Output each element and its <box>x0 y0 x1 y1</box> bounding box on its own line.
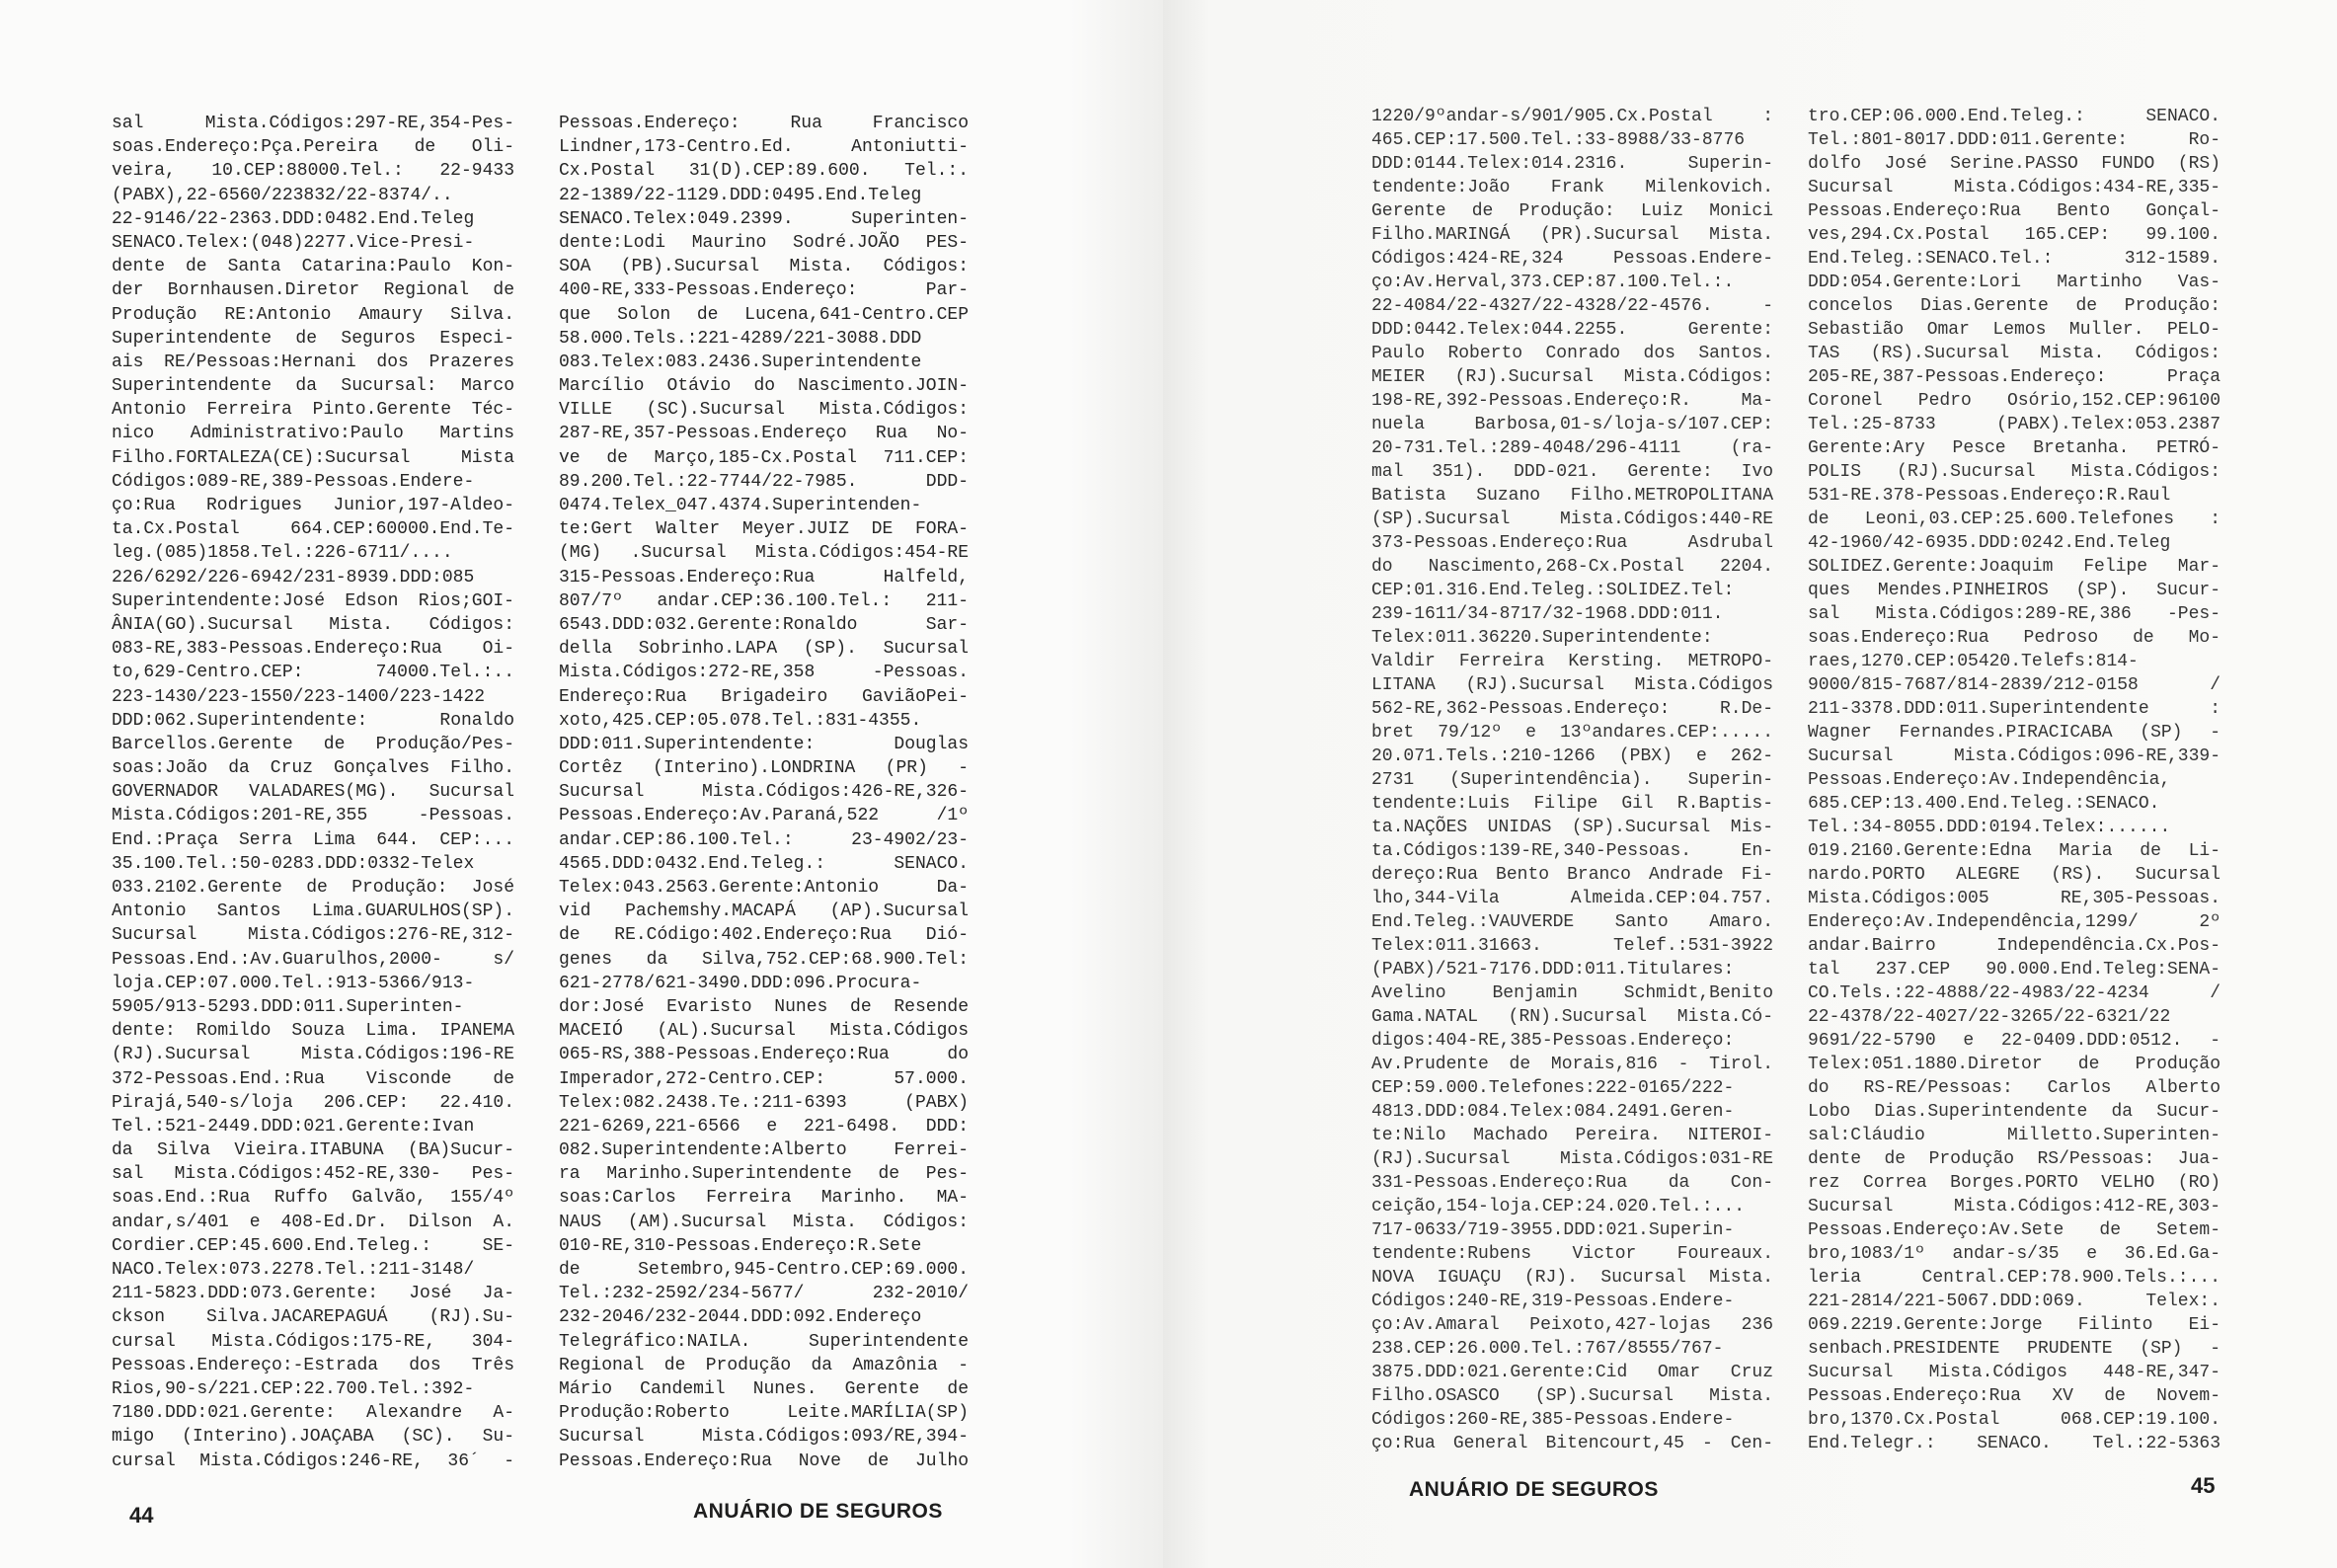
text-line: Pessoas.Endereço:Rua XV de Novem- <box>1808 1386 2220 1406</box>
text-line: soas:Carlos Ferreira Marinho. MA- <box>559 1188 969 1209</box>
text-line: 4813.DDD:084.Telex:084.2491.Geren- <box>1371 1102 1735 1122</box>
text-line: Marcílio Otávio do Nascimento.JOIN- <box>559 376 969 397</box>
text-line: Endereço:Av.Independência,1299/ 2º <box>1808 912 2220 932</box>
text-line: 89.200.Tel.:22-7744/22-7985. DDD- <box>559 471 969 492</box>
text-line: soas.End.:Rua Ruffo Galvão, 155/4º <box>112 1188 514 1209</box>
text-line: 58.000.Tels.:221-4289/221-3088.DDD <box>559 328 922 349</box>
text-line: Antonio Santos Lima.GUARULHOS(SP). <box>112 902 514 922</box>
text-line: tendente:Luis Filipe Gil R.Baptis- <box>1371 794 1773 814</box>
text-column-right <box>1808 105 2220 1455</box>
text-line: concelos Dias.Gerente de Produção: <box>1808 296 2220 316</box>
text-line: 082.Superintendente:Alberto Ferrei- <box>559 1140 969 1161</box>
text-line: 465.CEP:17.500.Tel.:33-8988/33-8776 <box>1371 130 1746 150</box>
text-line: 069.2219.Gerente:Jorge Filinto Ei- <box>1808 1315 2220 1335</box>
text-line: 35.100.Tel.:50-0283.DDD:0332-Telex <box>112 853 475 874</box>
text-line: 3875.DDD:021.Gerente:Cid Omar Cruz <box>1371 1363 1773 1382</box>
text-line: ta.Códigos:139-RE,340-Pessoas. En- <box>1371 841 1773 861</box>
text-line: NOVA IGUAÇU (RJ). Sucursal Mista. <box>1371 1268 1773 1288</box>
text-line: 4565.DDD:0432.End.Teleg.: SENACO. <box>559 853 969 874</box>
text-line: Sucursal Mista.Códigos:434-RE,335- <box>1808 178 2220 197</box>
text-line: 9000/815-7687/814-2839/212-0158 / <box>1808 675 2220 695</box>
text-line: Mista.Códigos:201-RE,355 -Pessoas. <box>112 806 514 826</box>
text-line: de RE.Código:402.Endereço:Rua Dió- <box>559 925 969 946</box>
text-line: nardo.PORTO ALEGRE (RS). Sucursal <box>1808 865 2220 885</box>
text-line: Batista Suzano Filho.METROPOLITANA <box>1371 486 1773 506</box>
text-line: da Silva Vieira.ITABUNA (BA)Sucur- <box>112 1140 514 1161</box>
text-line: GOVERNADOR VALADARES(MG). Sucursal <box>112 782 514 803</box>
text-line: de Setembro,945-Centro.CEP:69.000. <box>559 1260 969 1280</box>
text-line: Imperador,272-Centro.CEP: 57.000. <box>559 1068 969 1089</box>
text-line: End.Teleg.:VAUVERDE Santo Amaro. <box>1371 912 1773 932</box>
text-line: Tel.:521-2449.DDD:021.Gerente:Ivan <box>112 1116 475 1137</box>
text-line: Lobo Dias.Superintendente da Sucur- <box>1808 1102 2220 1122</box>
text-line: 0474.Telex_047.4374.Superintenden- <box>559 496 922 515</box>
text-line: nuela Barbosa,01-s/loja-s/107.CEP: <box>1371 415 1773 434</box>
text-line: senbach.PRESIDENTE PRUDENTE (SP) - <box>1808 1339 2220 1359</box>
text-line: de Leoni,03.CEP:25.600.Telefones : <box>1808 510 2220 529</box>
text-line: ta.NAÇÕES UNIDAS (SP).Sucursal Mis- <box>1371 818 1773 837</box>
text-line: SENACO.Telex:(048)2277.Vice-Presi- <box>112 232 475 253</box>
text-line: (SP).Sucursal Mista.Códigos:440-RE <box>1371 510 1773 529</box>
text-line: dente de Produção RS/Pessoas: Jua- <box>1808 1149 2220 1169</box>
text-line: 7180.DDD:021.Gerente: Alexandre A- <box>112 1403 514 1424</box>
text-line: 22-4378/22-4027/22-3265/22-6321/22 <box>1808 1007 2171 1027</box>
text-line: SOLIDEZ.Gerente:Joaquim Felipe Mar- <box>1808 557 2220 577</box>
text-line: tro.CEP:06.000.End.Teleg.: SENACO. <box>1808 107 2220 126</box>
text-line: 1220/9ºandar-s/901/905.Cx.Postal : <box>1371 107 1773 126</box>
text-line: Códigos:424-RE,324 Pessoas.Endere- <box>1371 249 1773 269</box>
text-line: ckson Silva.JACAREPAGUÁ (RJ).Su- <box>112 1307 514 1328</box>
text-line: ço:Rua Rodrigues Junior,197-Aldeo- <box>112 496 514 515</box>
text-line: ta.Cx.Postal 664.CEP:60000.End.Te- <box>112 519 514 540</box>
text-line: Pessoas.Endereço:Av.Independência, <box>1808 770 2171 790</box>
text-line: te:Gert Walter Meyer.JUIZ DE FORA- <box>559 519 969 540</box>
text-line: 019.2160.Gerente:Edna Maria de Li- <box>1808 841 2220 861</box>
text-line: 232-2046/232-2044.DDD:092.Endereço <box>559 1307 922 1328</box>
text-line: 42-1960/42-6935.DDD:0242.End.Teleg <box>1808 533 2171 553</box>
text-line: dereço:Rua Bento Branco Andrade Fi- <box>1371 865 1773 885</box>
text-line: Telex:043.2563.Gerente:Antonio Da- <box>559 878 969 898</box>
text-line: bret 79/12º e 13ºandares.CEP:..... <box>1371 723 1773 743</box>
text-line: 010-RE,310-Pessoas.Endereço:R.Sete <box>559 1235 922 1256</box>
text-line: sal:Cláudio Milletto.Superinten- <box>1808 1126 2220 1145</box>
text-line: Pirajá,540-s/loja 206.CEP: 22.410. <box>112 1092 514 1113</box>
text-line: Pessoas.Endereço: Rua Francisco <box>559 114 969 133</box>
text-line: End.Teleg.:SENACO.Tel.: 312-1589. <box>1808 249 2220 269</box>
text-line: 20-731.Tel.:289-4048/296-4111 (ra- <box>1371 438 1773 458</box>
text-line: Telex:011.31663. Telef.:531-3922 <box>1371 936 1773 956</box>
text-line: 717-0633/719-3955.DDD:021.Superin- <box>1371 1220 1735 1240</box>
text-line: Telex:011.36220.Superintendente: <box>1371 628 1713 648</box>
text-line: 198-RE,392-Pessoas.Endereço:R. Ma- <box>1371 391 1773 411</box>
text-line: andar.Bairro Independência.Cx.Pos- <box>1808 936 2220 956</box>
text-line: ço:Av.Herval,373.CEP:87.100.Tel.:. <box>1371 273 1735 292</box>
text-line: (MG) .Sucursal Mista.Códigos:454-RE <box>559 543 969 564</box>
text-line: ço:Rua General Bitencourt,45 - Cen- <box>1371 1434 1773 1453</box>
text-line: andar,s/401 e 408-Ed.Dr. Dilson A. <box>112 1212 514 1232</box>
text-line: Gerente de Produção: Luiz Monici <box>1371 201 1773 221</box>
text-line: 205-RE,387-Pessoas.Endereço: Praça <box>1808 367 2220 387</box>
text-line: SOA (PB).Sucursal Mista. Códigos: <box>559 257 969 277</box>
text-line: mal 351). DDD-021. Gerente: Ivo <box>1371 462 1773 482</box>
text-line: 373-Pessoas.Endereço:Rua Asdrubal <box>1371 533 1773 553</box>
text-line: soas:João da Cruz Gonçalves Filho. <box>112 758 514 779</box>
text-line: Cortêz (Interino).LONDRINA (PR) - <box>559 758 969 779</box>
text-line: 238.CEP:26.000.Tel.:767/8555/767- <box>1371 1339 1724 1359</box>
text-line: 22-4084/22-4327/22-4328/22-4576. - <box>1371 296 1773 316</box>
text-line: CEP:59.000.Telefones:222-0165/222- <box>1371 1078 1735 1098</box>
text-line: vid Pachemshy.MACAPÁ (AP).Sucursal <box>559 902 969 922</box>
text-line: sal Mista.Códigos:452-RE,330- Pes- <box>112 1164 514 1185</box>
text-line: Cordier.CEP:45.600.End.Teleg.: SE- <box>112 1235 514 1256</box>
text-line: Produção:Roberto Leite.MARÍLIA(SP) <box>559 1403 969 1424</box>
text-line: Sucursal Mista.Códigos:426-RE,326- <box>559 782 969 803</box>
text-line: Wagner Fernandes.PIRACICABA (SP) - <box>1808 723 2220 743</box>
text-line: raes,1270.CEP:05420.Telefs:814- <box>1808 652 2139 671</box>
text-line: 22-9146/22-2363.DDD:0482.End.Teleg <box>112 208 475 229</box>
text-line: soas.Endereço:Rua Pedroso de Mo- <box>1808 628 2220 648</box>
text-line: lho,344-Vila Almeida.CEP:04.757. <box>1371 889 1773 908</box>
text-line: Paulo Roberto Conrado dos Santos. <box>1371 344 1773 363</box>
text-line: 287-RE,357-Pessoas.Endereço Rua No- <box>559 424 969 444</box>
text-line: Av.Prudente de Morais,816 - Tirol. <box>1371 1055 1773 1074</box>
text-line: Telex:082.2438.Te.:211-6393 (PABX) <box>559 1092 969 1113</box>
text-line: DDD:062.Superintendente: Ronaldo <box>112 710 514 731</box>
text-line: Produção RE:Antonio Amaury Silva. <box>112 304 514 325</box>
text-line: 221-6269,221-6566 e 221-6498. DDD: <box>559 1116 969 1137</box>
text-line: ra Marinho.Superintendente de Pes- <box>559 1164 969 1185</box>
text-line: 807/7º andar.CEP:36.100.Tel.: 211- <box>559 590 969 611</box>
text-line: Sucursal Mista.Códigos:276-RE,312- <box>112 925 514 946</box>
text-line: LITANA (RJ).Sucursal Mista.Códigos <box>1371 675 1773 695</box>
text-line: Gerente:Ary Pesce Bretanha. PETRÓ- <box>1808 438 2220 458</box>
text-line: Pessoas.Endereço:-Estrada dos Três <box>112 1355 514 1375</box>
text-line: 685.CEP:13.400.End.Teleg.:SENACO. <box>1808 794 2160 814</box>
text-line: digos:404-RE,385-Pessoas.Endereço: <box>1371 1031 1735 1051</box>
text-line: te:Nilo Machado Pereira. NITEROI- <box>1371 1126 1773 1145</box>
text-line: andar.CEP:86.100.Tel.: 23-4902/23- <box>559 829 969 850</box>
text-line: ais RE/Pessoas:Hernani dos Prazeres <box>112 352 514 372</box>
text-line: Sebastião Omar Lemos Muller. PELO- <box>1808 320 2220 340</box>
text-line: Endereço:Rua Brigadeiro GaviãoPei- <box>559 686 969 707</box>
text-line: do RS-RE/Pessoas: Carlos Alberto <box>1808 1078 2220 1098</box>
text-line: ve de Março,185-Cx.Postal 711.CEP: <box>559 447 969 468</box>
text-line: Lindner,173-Centro.Ed. Antoniutti- <box>559 137 969 158</box>
text-line: 315-Pessoas.Endereço:Rua Halfeld, <box>559 567 969 588</box>
text-line: Antonio Ferreira Pinto.Gerente Téc- <box>112 400 514 421</box>
text-line: xoto,425.CEP:05.078.Tel.:831-4355. <box>559 710 922 731</box>
text-line: DDD:011.Superintendente: Douglas <box>559 734 969 754</box>
text-line: 211-5823.DDD:073.Gerente: José Ja- <box>112 1284 514 1304</box>
text-line: (RJ).Sucursal Mista.Códigos:196-RE <box>112 1045 514 1065</box>
text-line: leria Central.CEP:78.900.Tels.:... <box>1808 1268 2220 1288</box>
text-line: Filho.FORTALEZA(CE):Sucursal Mista <box>112 447 514 468</box>
text-line: Códigos:089-RE,389-Pessoas.Endere- <box>112 471 475 492</box>
text-line: 065-RS,388-Pessoas.Endereço:Rua do <box>559 1045 969 1065</box>
text-line: Pessoas.End.:Av.Guarulhos,2000- s/ <box>112 949 514 970</box>
text-line: Coronel Pedro Osório,152.CEP:96100 <box>1808 391 2220 411</box>
text-line: Filho.MARINGÁ (PR).Sucursal Mista. <box>1371 225 1773 245</box>
text-line: Barcellos.Gerente de Produção/Pes- <box>112 734 514 754</box>
text-line: Pessoas.Endereço:Av.Paraná,522 /1º <box>559 806 969 826</box>
text-line: CEP:01.316.End.Teleg.:SOLIDEZ.Tel: <box>1371 581 1735 600</box>
page-number: 45 <box>2191 1473 2216 1498</box>
text-line: soas.Endereço:Pça.Pereira de Oli- <box>112 137 514 158</box>
text-line: dor:José Evaristo Nunes de Resende <box>559 996 969 1017</box>
text-line: dente de Santa Catarina:Paulo Kon- <box>112 257 514 277</box>
text-line: 226/6292/226-6942/231-8939.DDD:085 <box>112 567 475 588</box>
text-line: Sucursal Mista.Códigos:096-RE,339- <box>1808 746 2220 766</box>
text-line: 22-1389/22-1129.DDD:0495.End.Teleg <box>559 185 922 205</box>
text-line: End.Telegr.: SENACO. Tel.:22-5363 <box>1808 1434 2220 1453</box>
text-line: to,629-Centro.CEP: 74000.Tel.:.. <box>112 663 514 683</box>
text-line: Mista.Códigos:005 RE,305-Pessoas. <box>1808 889 2220 908</box>
text-line: Códigos:240-RE,319-Pessoas.Endere- <box>1371 1292 1735 1311</box>
text-line: 20.071.Tels.:210-1266 (PBX) e 262- <box>1371 746 1773 766</box>
text-line: POLIS (RJ).Sucursal Mista.Códigos: <box>1808 462 2220 482</box>
text-line: Tel.:801-8017.DDD:011.Gerente: Ro- <box>1808 130 2220 150</box>
text-line: VILLE (SC).Sucursal Mista.Códigos: <box>559 400 969 421</box>
text-line: ceição,154-loja.CEP:24.020.Tel.:... <box>1371 1197 1746 1216</box>
text-line: der Bornhausen.Diretor Regional de <box>112 280 514 301</box>
text-line: genes da Silva,752.CEP:68.900.Tel: <box>559 949 969 970</box>
text-line: cursal Mista.Códigos:246-RE, 36´ - <box>112 1450 514 1471</box>
text-line: NACO.Telex:073.2278.Tel.:211-3148/ <box>112 1260 475 1280</box>
text-line: 621-2778/621-3490.DDD:096.Procura- <box>559 973 922 993</box>
text-line: Tel.:34-8055.DDD:0194.Telex:...... <box>1808 818 2171 837</box>
text-line: bro,1370.Cx.Postal 068.CEP:19.100. <box>1808 1410 2220 1430</box>
text-line: nico Administrativo:Paulo Martins <box>112 424 514 444</box>
text-line: 083-RE,383-Pessoas.Endereço:Rua Oi- <box>112 639 514 660</box>
text-line: End.:Praça Serra Lima 644. CEP:... <box>112 829 514 850</box>
text-line: Telex:051.1880.Diretor de Produção <box>1808 1055 2220 1074</box>
text-line: ves,294.Cx.Postal 165.CEP: 99.100. <box>1808 225 2220 245</box>
text-line: sal Mista.Códigos:297-RE,354-Pes- <box>112 114 514 133</box>
text-line: bro,1083/1º andar-s/35 e 36.Ed.Ga- <box>1808 1244 2220 1264</box>
text-line: MACEIÓ (AL).Sucursal Mista.Códigos <box>559 1021 969 1042</box>
text-line: NAUS (AM).Sucursal Mista. Códigos: <box>559 1212 969 1232</box>
text-line: 331-Pessoas.Endereço:Rua da Con- <box>1371 1173 1773 1193</box>
text-line: dente: Romildo Souza Lima. IPANEMA <box>112 1021 514 1042</box>
text-line: Pessoas.Endereço:Av.Sete de Setem- <box>1808 1220 2220 1240</box>
text-line: SENACO.Telex:049.2399. Superinten- <box>559 208 969 229</box>
text-line: Valdir Ferreira Kersting. METROPO- <box>1371 652 1773 671</box>
text-line: Avelino Benjamin Schmidt,Benito <box>1371 983 1773 1003</box>
text-column-right <box>559 112 969 1473</box>
text-line: do Nascimento,268-Cx.Postal 2204. <box>1371 557 1773 577</box>
text-line: Tel.:232-2592/234-5677/ 232-2010/ <box>559 1284 969 1304</box>
text-line: 9691/22-5790 e 22-0409.DDD:0512. - <box>1808 1031 2220 1051</box>
text-line: cursal Mista.Códigos:175-RE, 304- <box>112 1331 514 1352</box>
text-line: DDD:0144.Telex:014.2316. Superin- <box>1371 154 1773 174</box>
text-line: della Sobrinho.LAPA (SP). Sucursal <box>559 639 969 660</box>
text-line: 221-2814/221-5067.DDD:069. Telex:. <box>1808 1292 2220 1311</box>
text-line: 531-RE.378-Pessoas.Endereço:R.Raul <box>1808 486 2171 506</box>
running-footer-title: ANUÁRIO DE SEGUROS <box>1409 1478 1659 1501</box>
text-line: DDD:0442.Telex:044.2255. Gerente: <box>1371 320 1773 340</box>
text-line: Mário Candemil Nunes. Gerente de <box>559 1378 969 1399</box>
text-line: 083.Telex:083.2436.Superintendente <box>559 352 922 372</box>
text-line: Superintendente da Sucursal: Marco <box>112 376 514 397</box>
text-line: 562-RE,362-Pessoas.Endereço: R.De- <box>1371 699 1773 719</box>
text-line: dolfo José Serine.PASSO FUNDO (RS) <box>1808 154 2220 174</box>
text-line: leg.(085)1858.Tel.:226-6711/.... <box>112 543 453 564</box>
text-line: CO.Tels.:22-4888/22-4983/22-4234 / <box>1808 983 2220 1003</box>
text-line: Rios,90-s/221.CEP:22.700.Tel.:392- <box>112 1378 475 1399</box>
text-line: tendente:Rubens Victor Foureaux. <box>1371 1244 1773 1264</box>
text-line: Sucursal Mista.Códigos 448-RE,347- <box>1808 1363 2220 1382</box>
text-line: Telegráfico:NAILA. Superintendente <box>559 1331 969 1352</box>
running-footer-title: ANUÁRIO DE SEGUROS <box>693 1500 943 1523</box>
text-line: que Solon de Lucena,641-Centro.CEP <box>559 304 969 325</box>
text-column-left <box>1371 105 1773 1455</box>
text-line: Tel.:25-8733 (PABX).Telex:053.2387 <box>1808 415 2220 434</box>
text-line: ço:Av.Amaral Peixoto,427-lojas 236 <box>1371 1315 1773 1335</box>
text-line: loja.CEP:07.000.Tel.:913-5366/913- <box>112 973 475 993</box>
text-line: sal Mista.Códigos:289-RE,386 -Pes- <box>1808 604 2220 624</box>
text-line: 2731 (Superintendência). Superin- <box>1371 770 1773 790</box>
text-line: 239-1611/34-8717/32-1968.DDD:011. <box>1371 604 1724 624</box>
text-line: 400-RE,333-Pessoas.Endereço: Par- <box>559 280 969 301</box>
text-line: ques Mendes.PINHEIROS (SP). Sucur- <box>1808 581 2220 600</box>
text-line: 223-1430/223-1550/223-1400/223-1422 <box>112 686 486 707</box>
text-line: tal 237.CEP 90.000.End.Teleg:SENA- <box>1808 960 2220 980</box>
text-line: (PABX),22-6560/223832/22-8374/.. <box>112 185 453 205</box>
text-line: veira, 10.CEP:88000.Tel.: 22-9433 <box>112 161 514 182</box>
text-line: Superintendente:José Edson Rios;GOI- <box>112 590 514 611</box>
text-line: 6543.DDD:032.Gerente:Ronaldo Sar- <box>559 614 969 635</box>
text-line: (PABX)/521-7176.DDD:011.Titulares: <box>1371 960 1735 980</box>
text-line: 211-3378.DDD:011.Superintendente : <box>1808 699 2220 719</box>
page-number: 44 <box>129 1503 154 1528</box>
text-line: ÂNIA(GO).Sucursal Mista. Códigos: <box>112 614 514 635</box>
text-line: Superintendente de Seguros Especi- <box>112 328 514 349</box>
text-line: Mista.Códigos:272-RE,358 -Pessoas. <box>559 663 969 683</box>
text-column-left <box>112 112 514 1473</box>
text-line: 5905/913-5293.DDD:011.Superinten- <box>112 996 464 1017</box>
text-line: 033.2102.Gerente de Produção: José <box>112 878 514 898</box>
text-line: migo (Interino).JOAÇABA (SC). Su- <box>112 1427 514 1448</box>
text-line: (RJ).Sucursal Mista.Códigos:031-RE <box>1371 1149 1773 1169</box>
text-line: Códigos:260-RE,385-Pessoas.Endere- <box>1371 1410 1735 1430</box>
text-line: dente:Lodi Maurino Sodré.JOÃO PES- <box>559 232 969 253</box>
text-line: DDD:054.Gerente:Lori Martinho Vas- <box>1808 273 2220 292</box>
text-line: Pessoas.Endereço:Rua Nove de Julho <box>559 1450 969 1471</box>
text-line: tendente:João Frank Milenkovich. <box>1371 178 1773 197</box>
text-line: rez Correa Borges.PORTO VELHO (RO) <box>1808 1173 2220 1193</box>
text-line: Filho.OSASCO (SP).Sucursal Mista. <box>1371 1386 1773 1406</box>
text-line: Pessoas.Endereço:Rua Bento Gonçal- <box>1808 201 2220 221</box>
text-line: TAS (RS).Sucursal Mista. Códigos: <box>1808 344 2220 363</box>
text-line: Cx.Postal 31(D).CEP:89.600. Tel.:. <box>559 161 969 182</box>
text-line: MEIER (RJ).Sucursal Mista.Códigos: <box>1371 367 1773 387</box>
text-line: Sucursal Mista.Códigos:093/RE,394- <box>559 1427 969 1448</box>
text-line: 372-Pessoas.End.:Rua Visconde de <box>112 1068 514 1089</box>
text-line: Regional de Produção da Amazônia - <box>559 1355 969 1375</box>
text-line: Sucursal Mista.Códigos:412-RE,303- <box>1808 1197 2220 1216</box>
text-line: Gama.NATAL (RN).Sucursal Mista.Có- <box>1371 1007 1773 1027</box>
